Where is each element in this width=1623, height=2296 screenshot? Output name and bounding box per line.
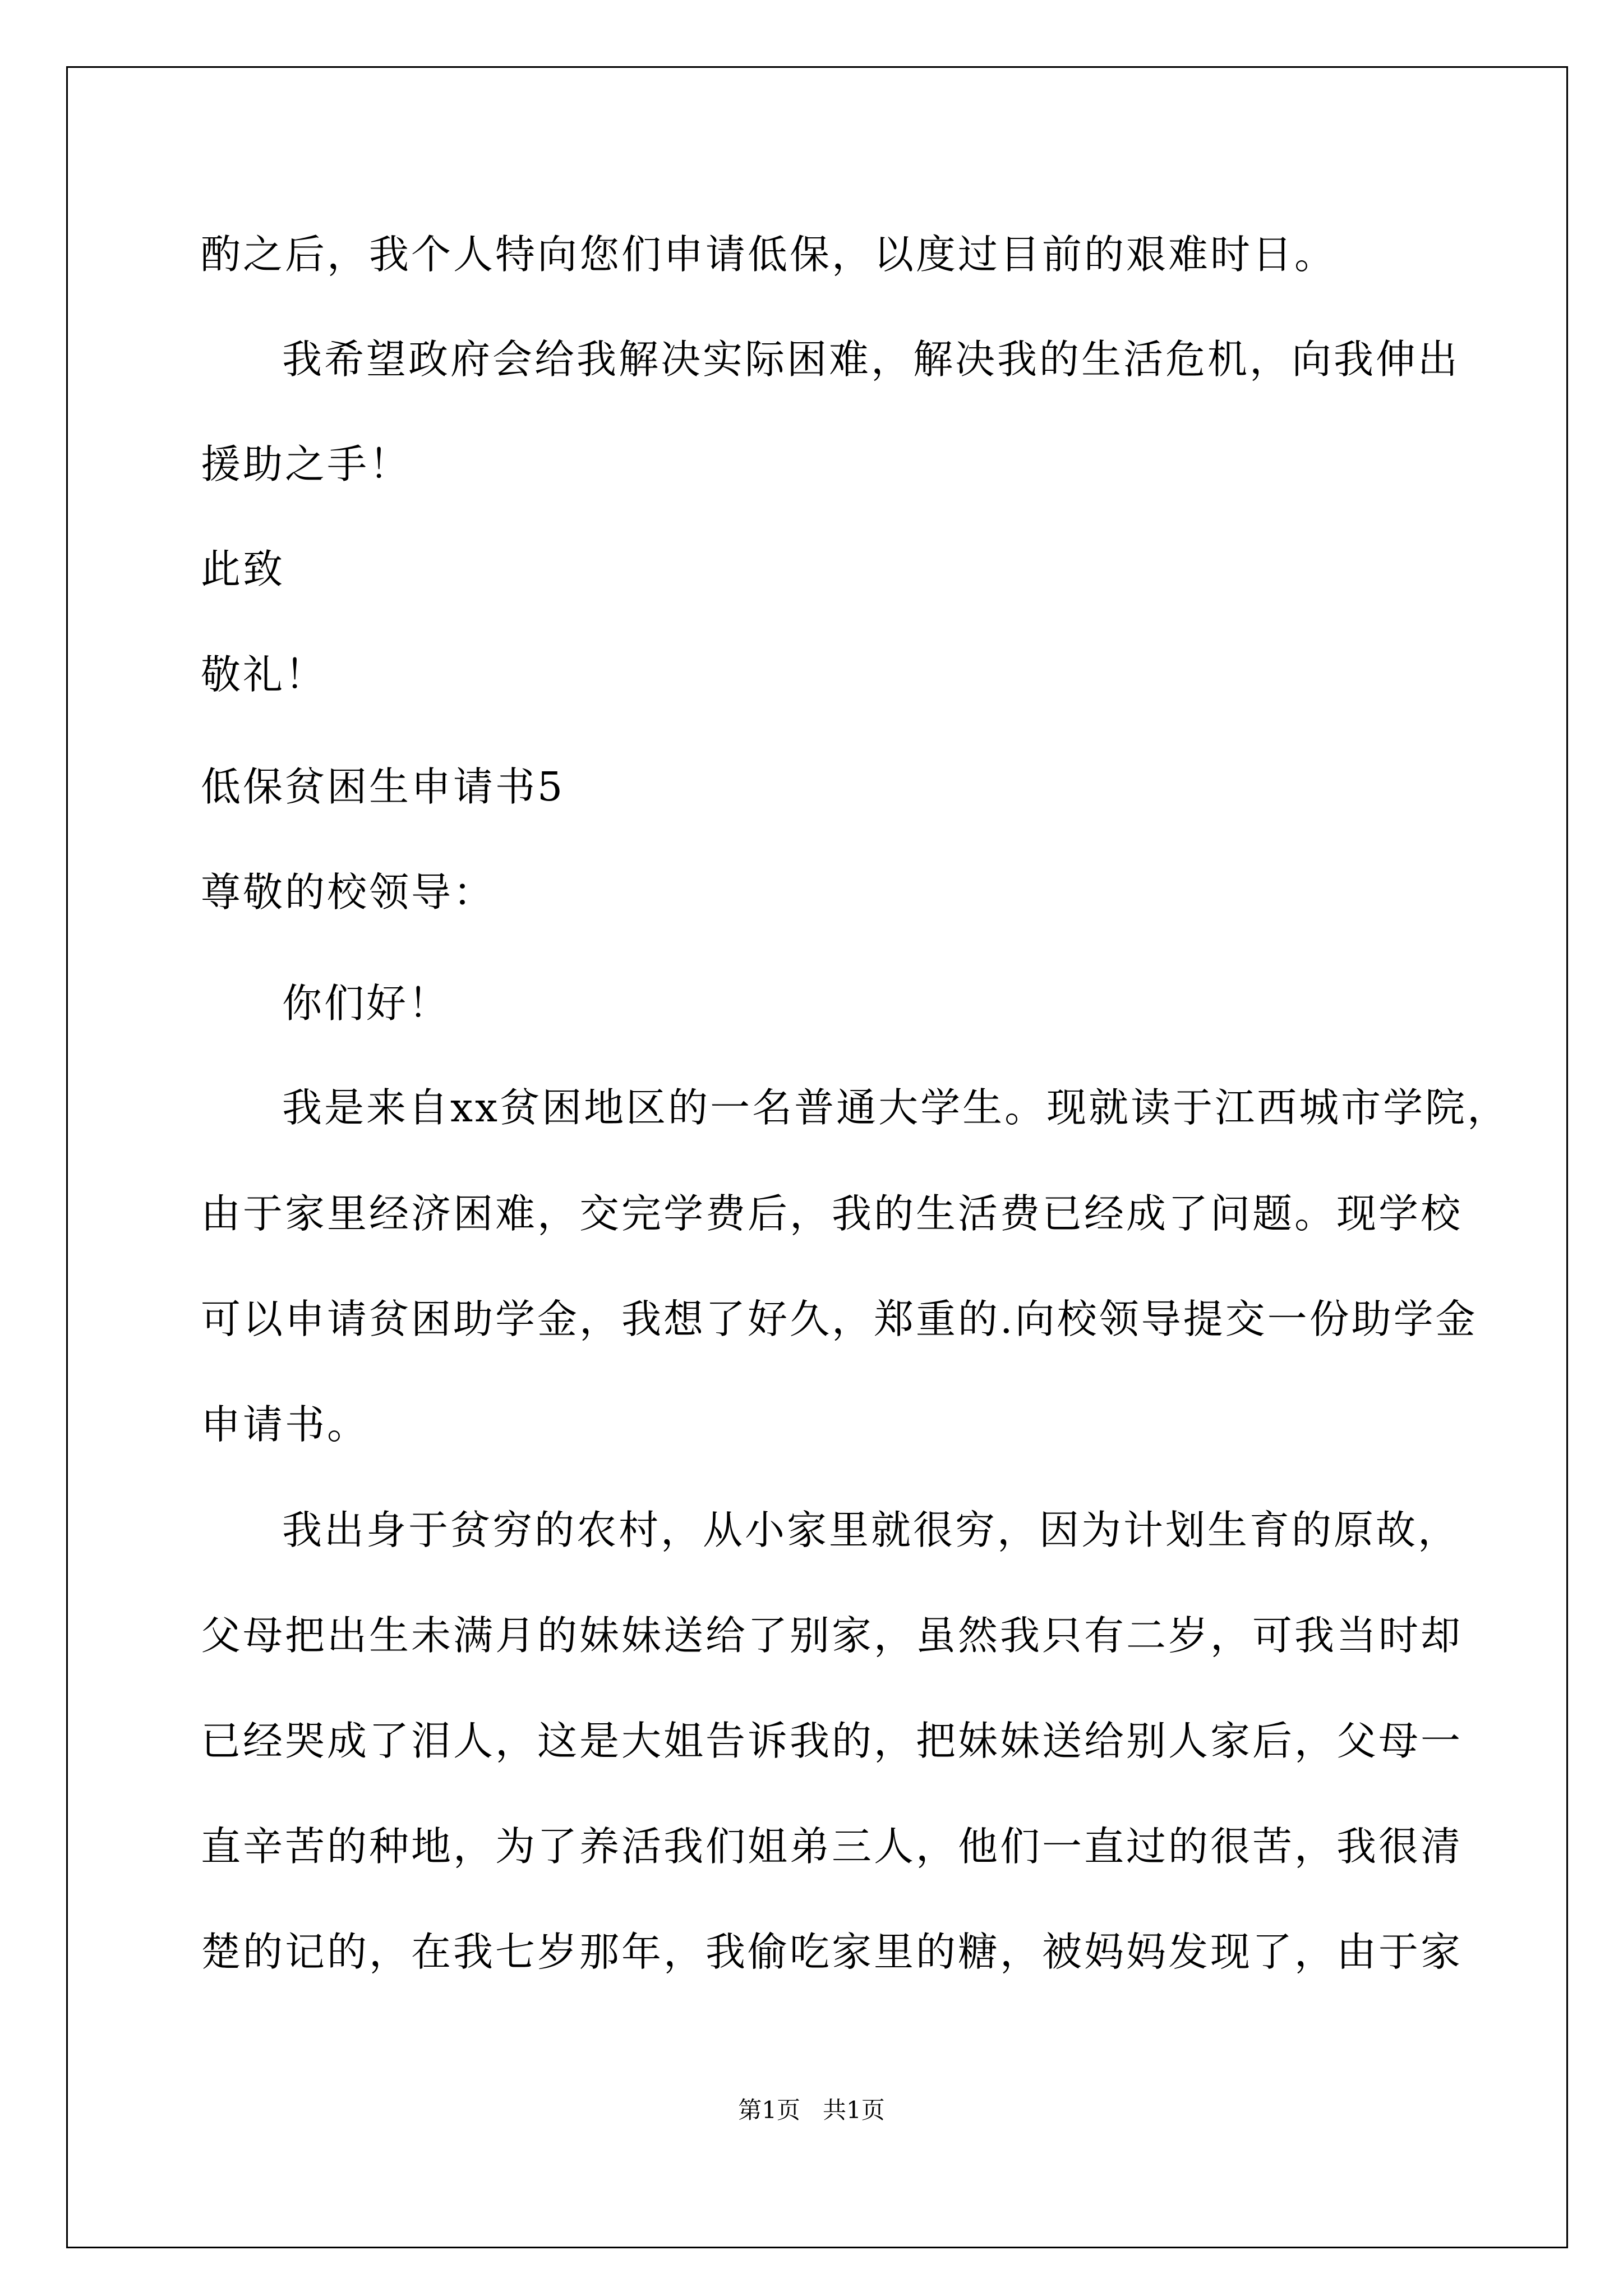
text-line-13: 我出身于贫穷的农村，从小家里就很穷，因为计划生育的原故， [282, 1507, 1460, 1553]
text-line-17: 楚的记的，在我七岁那年，我偷吃家里的糖，被妈妈发现了，由于家 [201, 1929, 1463, 1975]
text-line-3: 援助之手！ [201, 441, 412, 487]
text-line-15: 已经哭成了泪人，这是大姐告诉我的，把妹妹送给别人家后，父母一 [201, 1718, 1463, 1764]
salutation: 尊敬的校领导： [201, 869, 496, 915]
section-heading: 低保贫困生申请书5 [201, 763, 565, 810]
text-line-14: 父母把出生未满月的妹妹送给了别家，虽然我只有二岁，可我当时却 [201, 1612, 1463, 1659]
text-line-4: 此致 [201, 546, 285, 592]
page-border [66, 66, 1568, 2248]
text-line-5: 敬礼！ [201, 651, 328, 698]
text-line-16: 直辛苦的种地，为了养活我们姐弟三人，他们一直过的很苦，我很清 [201, 1823, 1463, 1870]
text-line-1: 酌之后，我个人特向您们申请低保，以度过目前的艰难时日。 [201, 231, 1337, 278]
greeting: 你们好！ [282, 980, 451, 1027]
page-footer: 第1页 共1页 [738, 2096, 885, 2124]
text-line-12: 申请书。 [201, 1401, 370, 1448]
text-line-9: 我是来自xx贫困地区的一名普通大学生。现就读于江西城市学院， [282, 1084, 1510, 1131]
text-line-11: 可以申请贫困助学金，我想了好久，郑重的.向校领导提交一份助学金 [201, 1296, 1478, 1342]
text-line-2: 我希望政府会给我解决实际困难，解决我的生活危机，向我伸出 [282, 336, 1460, 383]
text-line-10: 由于家里经济困难，交完学费后，我的生活费已经成了问题。现学校 [201, 1190, 1463, 1237]
